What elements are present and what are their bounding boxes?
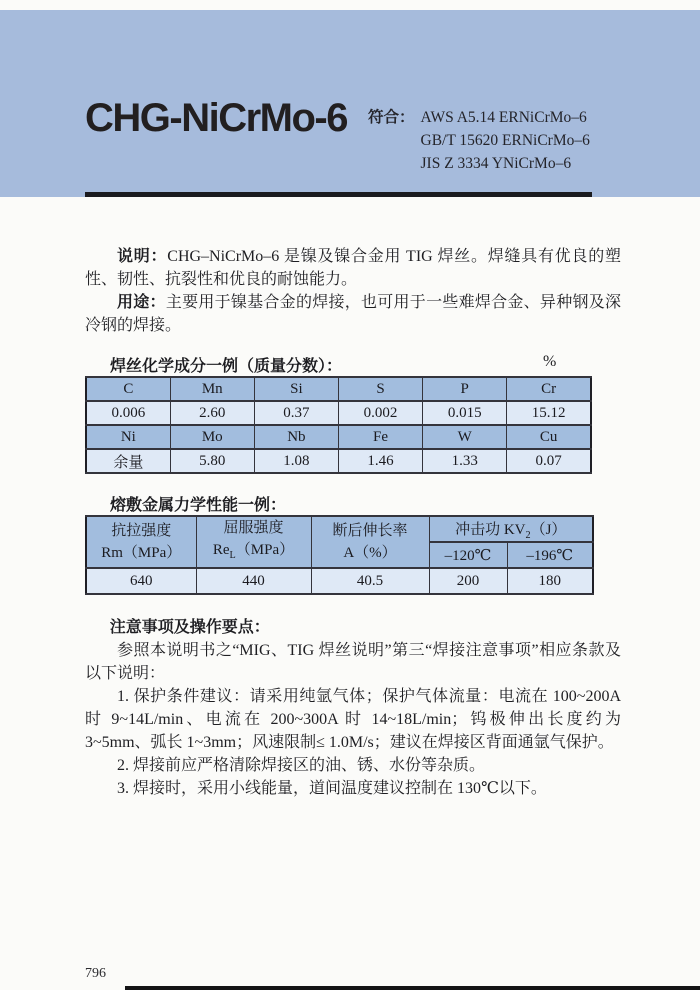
elongation-value: 40.5 <box>311 568 429 594</box>
element-value: 5.80 <box>170 449 254 473</box>
element-value: 0.002 <box>338 401 422 425</box>
notes-item-2: 2. 焊接前应严格清除焊接区的油、锈、水份等杂质。 <box>117 757 486 774</box>
composition-table <box>85 376 592 474</box>
mechanical-table <box>85 515 594 595</box>
conformance-block <box>368 106 590 175</box>
usage-paragraph <box>85 291 621 337</box>
description-label: 说明： <box>117 248 168 265</box>
product-title: CHG-NiCrMo-6 <box>85 96 347 140</box>
element-value: 1.08 <box>254 449 338 473</box>
page-number: 796 <box>85 966 106 981</box>
impact-temp-2: –196℃ <box>507 542 593 568</box>
impact-temp-1: –120℃ <box>429 542 507 568</box>
impact-value-1: 200 <box>429 568 507 594</box>
element-value: 0.006 <box>86 401 170 425</box>
element-value: 0.37 <box>254 401 338 425</box>
tensile-value: 640 <box>86 568 196 594</box>
notes-reference: 参照本说明书之“MIG、TIG 焊丝说明”第三“焊接注意事项”相应条款及以下说明： <box>85 642 621 682</box>
description-text: CHG–NiCrMo–6 是镍及镍合金用 TIG 焊丝。焊缝具有优良的塑性、韧性、抗裂性和优良的耐蚀能力。 <box>85 248 621 288</box>
element-header: Mn <box>170 377 254 401</box>
yield-header-cn: 屈服强度 <box>223 520 284 536</box>
tensile-header-cn: 抗拉强度 <box>111 523 172 539</box>
table-row <box>86 568 593 594</box>
standard-gbt: GB/T 15620 ERNiCrMo–6 <box>420 132 590 149</box>
conform-label: 符合： <box>368 109 415 126</box>
notes-item-1: 1. 保护条件建议：请采用纯氩气体；保护气体流量：电流在 100~200A 时 9~14L/min、电流在 200~300A 时 14~18L/min；钨极伸出长度约为 3~5mm、弧长 1~3mm；风速限制≤ 1.0M/s；建议在焊接区背面通氩气保护。 <box>85 688 621 751</box>
header-divider-bar <box>85 192 592 197</box>
elongation-header-cn: 断后伸长率 <box>332 523 408 539</box>
element-value: 0.07 <box>507 449 591 473</box>
usage-text: 主要用于镍基合金的焊接，也可用于一些难焊合金、异种钢及深冷钢的焊接。 <box>85 294 621 334</box>
impact-value-2: 180 <box>507 568 593 594</box>
yield-header-sym: $Re_L(MPa)$ <box>212 542 295 561</box>
element-value: 0.015 <box>423 401 507 425</box>
standard-jis: JIS Z 3334 YNiCrMo–6 <box>420 155 572 172</box>
bottom-edge-bar <box>125 986 700 990</box>
table-row <box>86 377 591 401</box>
standards-list <box>421 106 590 175</box>
elongation-header-sym: A（%） <box>343 545 397 561</box>
elongation-header <box>311 516 429 568</box>
element-header: Mo <box>170 425 254 449</box>
element-header: Si <box>254 377 338 401</box>
composition-title: 焊丝化学成分一例（质量分数）： <box>110 358 343 375</box>
element-value: 1.33 <box>423 449 507 473</box>
yield-header <box>196 516 311 568</box>
element-header: P <box>423 377 507 401</box>
tensile-header-sym: Rm（MPa） <box>101 545 182 561</box>
element-header: S <box>338 377 422 401</box>
element-header: C <box>86 377 170 401</box>
intro-section <box>85 245 621 337</box>
element-header: Fe <box>338 425 422 449</box>
notes-item-3: 3. 焊接时，采用小线能量，道间温度建议控制在 130℃以下。 <box>117 780 547 797</box>
element-value: 15.12 <box>507 401 591 425</box>
mechanical-title: 熔敷金属力学性能一例： <box>110 497 287 514</box>
table-row <box>86 401 591 425</box>
element-value: 余量 <box>86 449 170 473</box>
element-header: Ni <box>86 425 170 449</box>
notes-section <box>85 616 621 800</box>
table-row <box>86 516 593 542</box>
element-value: 2.60 <box>170 401 254 425</box>
composition-unit: % <box>543 353 557 370</box>
tensile-header <box>86 516 196 568</box>
standard-aws: AWS A5.14 ERNiCrMo–6 <box>420 109 587 126</box>
impact-header: 冲击功 $KV_2(J)$ <box>429 516 593 542</box>
element-header: W <box>423 425 507 449</box>
description-paragraph <box>85 245 621 291</box>
element-header: Nb <box>254 425 338 449</box>
yield-value: 440 <box>196 568 311 594</box>
element-header: Cr <box>507 377 591 401</box>
table-row <box>86 449 591 473</box>
header-band <box>0 10 700 197</box>
usage-label: 用途： <box>117 294 166 311</box>
element-header: Cu <box>507 425 591 449</box>
notes-title: 注意事项及操作要点： <box>109 619 270 636</box>
table-row <box>86 425 591 449</box>
element-value: 1.46 <box>338 449 422 473</box>
